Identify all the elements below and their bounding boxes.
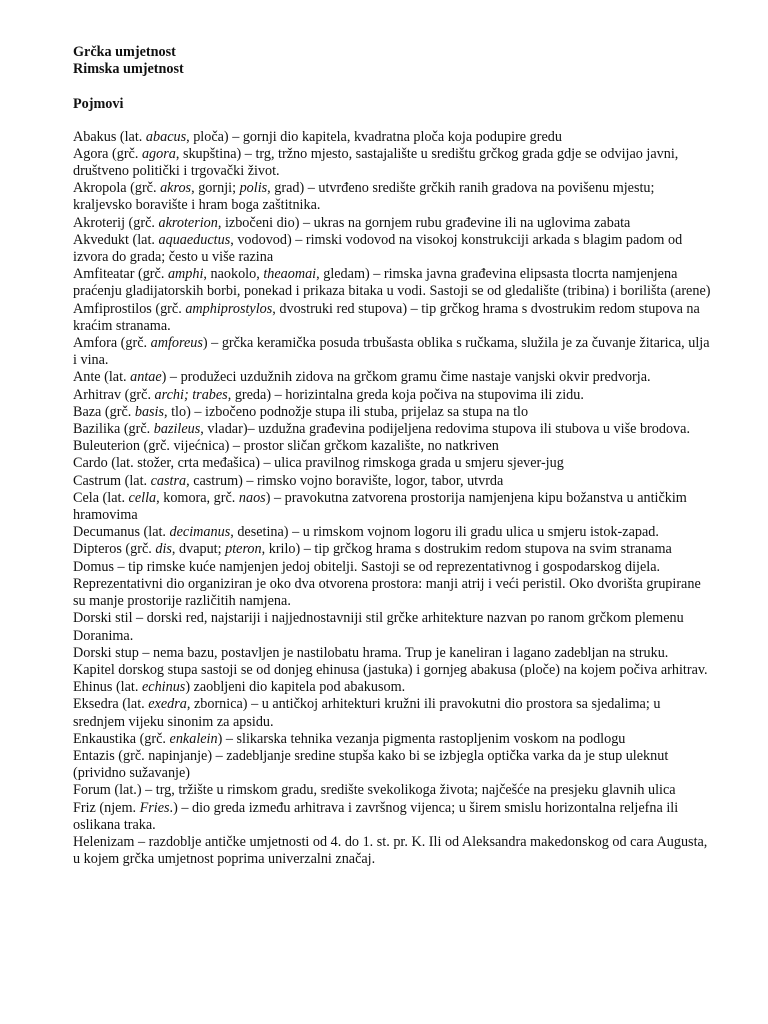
glossary-text: , krilo) – tip grčkog hrama s dostrukim redom stupova na svim stranama (261, 541, 672, 558)
document-title: Grčka umjetnost (73, 44, 176, 60)
glossary-term-italic: archi; trabes (154, 386, 228, 403)
glossary-entry (73, 455, 713, 472)
glossary-entry (73, 645, 713, 679)
glossary-text: , tlo) – izbočeno podnožje stupa ili stuba, prijelaz sa stupa na tlo (164, 403, 529, 420)
glossary-text: , vodovod) – rimski vodovod na visokoj konstrukciji arkada s blagim padom od izvora do grada; često u više razina (73, 231, 683, 266)
glossary-term-italic: akroterion (158, 214, 218, 231)
glossary-term-italic: agora (141, 145, 176, 162)
glossary-text: Bazilika (grč. (73, 421, 154, 438)
glossary-entry (73, 266, 713, 300)
glossary-text: , izbočeni dio) – ukras na gornjem rubu građevine ili na uglovima zabata (217, 214, 631, 231)
glossary-entry (73, 335, 713, 369)
glossary-term-italic: exedra (148, 696, 187, 713)
glossary-term-italic: amphiprostylos (185, 300, 273, 317)
glossary-text: Friz (njem. (73, 799, 140, 816)
glossary-text: Cardo (lat. stožer, crta međašica) – ulica pravilnog rimskoga grada u smjeru sjever-jug (73, 455, 564, 472)
glossary-text: ) – produžeci uzdužnih zidova na grčkom gramu čime nastaje vanjski okvir predvorja. (161, 369, 651, 386)
glossary-text: , greda) – horizintalna greda koja počiva na stupovima ili zidu. (227, 386, 584, 403)
glossary-term-italic: cella (128, 489, 157, 506)
glossary-text: , skupština) – trg, tržno mjesto, sastajalište u središtu grčkog grada gdje se odvijao javni, društveno politički i trgovački život. (73, 145, 679, 180)
glossary-entry (73, 387, 713, 404)
glossary-entry (73, 800, 713, 834)
glossary-term-italic: basis (134, 403, 165, 420)
glossary-text: ) – slikarska tehnika vezanja pigmenta rastopljenim voskom na podlogu (217, 730, 626, 747)
glossary-term-italic: amforeus (150, 335, 203, 352)
glossary-text: , castrum) – rimsko vojno boravište, logor, tabor, utvrda (186, 472, 504, 489)
glossary-text: Arhitrav (grč. (73, 386, 155, 403)
glossary-text: Baza (grč. (73, 403, 135, 420)
glossary-term-italic: abacus (145, 128, 187, 145)
glossary-text: Ante (lat. (73, 369, 131, 386)
glossary-text: .) – dio greda između arhitrava i završnog vijenca; u širem smislu horizontalna reljefna ili oslikana traka. (73, 799, 679, 833)
glossary-text: Buleuterion (grč. vijećnica) – prostor sličan grčkom kazalište, no natkriven (73, 438, 499, 455)
glossary-text: ) zaobljeni dio kapitela pod abakusom. (185, 679, 406, 696)
glossary-text: Dorski stup – nema bazu, postavljen je nastilobatu hrama. Trup je kaneliran i lagano zadebljan na struku. Kapitel dorskog stupa sastoji se od donjeg ehinusa (jastuka) i gornjeg abakusa (ploče) na kojem počiva arhitrav. (73, 644, 708, 678)
glossary-text: Entazis (grč. napinjanje) – zadebljanje sredine stupša kako bi se izbjegla optička varka da je stup uleknut (prividno sužavanje) (73, 747, 669, 782)
glossary-text: ) – grčka keramička posuda trbušasta oblika s ručkama, služila je za čuvanje žitarica, ulja i vina. (73, 335, 710, 369)
glossary-text: , zbornica) – u antičkoj arhitekturi kružni ili pravokutni dio prostora sa sjedalima; u srednjem vijeku sinonim za apsidu. (73, 696, 661, 730)
glossary-entry (73, 215, 713, 232)
glossary-term-italic: echinus (141, 679, 186, 696)
glossary-text: , grad) – utvrđeno središte grčkih ranih gradova na povišenu mjestu; kraljevsko boravište i hram boga zaštitnika. (73, 180, 655, 214)
glossary-term-italic: naos (238, 489, 266, 506)
glossary-entry (73, 301, 713, 335)
glossary-text: Ehinus (lat. (73, 679, 142, 696)
glossary-text: , komora, grč. (156, 489, 239, 506)
glossary-text: ) – pravokutna zatvorena prostorija namjenjena kipu božanstva u antičkim hramovima (73, 489, 687, 524)
glossary-term-italic: enkalein (169, 730, 218, 747)
glossary-entry (73, 541, 713, 558)
glossary-entry (73, 490, 713, 524)
glossary-term-italic: antae (130, 369, 162, 386)
glossary-text: Akropola (grč. (73, 180, 161, 197)
glossary-entry (73, 559, 713, 611)
glossary-text: , gledam) – rimska javna građevina elipsasta tlocrta namjenjena praćenju gladijatorskih borbi, ponekad i prikaza bitaka u vodi. Sastoji se od gledalište (tribina) i borilišta (arene) (73, 266, 711, 300)
glossary-text: Dorski stil – dorski red, najstariji i najjednostavniji stil grčke arhitekture nazvan po ranom grčkom plemenu Doranima. (73, 610, 684, 644)
glossary-term-italic: theaomai (263, 266, 317, 283)
glossary-term-italic: castra (150, 472, 187, 489)
glossary-entry (73, 696, 713, 730)
glossary-term-italic: amphi (167, 266, 204, 283)
glossary-term-italic: Fries (139, 799, 170, 816)
glossary-entry (73, 146, 713, 180)
glossary-text: Abakus (lat. (73, 128, 146, 145)
section-title: Pojmovi (73, 96, 124, 113)
glossary-entry (73, 438, 713, 455)
glossary-text: Agora (grč. (73, 145, 142, 162)
glossary-entry (73, 369, 713, 386)
glossary-entry (73, 834, 713, 868)
glossary-text: Helenizam – razdoblje antičke umjetnosti od 4. do 1. st. pr. K. Ili od Aleksandra makedonskog od cara Augusta, u kojem grčka umjetnost poprima univerzalni značaj. (73, 833, 708, 868)
glossary-text: Domus – tip rimske kuće namjenjen jedoj obitelji. Sastoji se od reprezentativnog i gospodarskog dijela. Reprezentativni dio organiziran je oko dva otvorena prostora: manji atrij i veći peristil. Oko dvorišta grupirane su manje prostorije različitih namjena. (73, 558, 701, 610)
glossary-text: , desetina) – u rimskom vojnom logoru ili gradu ulica u smjeru istok-zapad. (230, 524, 659, 541)
glossary-term-italic: pteron (225, 541, 262, 558)
glossary-text: , dvostruki red stupova) – tip grčkog hrama s dvostrukim redom stupova na kraćim stranama. (73, 300, 700, 334)
document-page (73, 44, 713, 868)
glossary-text: Amfiprostilos (grč. (73, 300, 186, 317)
glossary-term-italic: decimanus (169, 524, 231, 541)
glossary-text: Eksedra (lat. (73, 696, 149, 713)
glossary-text: Akvedukt (lat. (73, 231, 159, 248)
glossary-entry (73, 404, 713, 421)
glossary-list (73, 129, 713, 869)
glossary-entry (73, 748, 713, 782)
glossary-entry (73, 129, 713, 146)
glossary-text: , dvaput; (171, 541, 226, 558)
glossary-text: , gornji; (191, 180, 240, 197)
glossary-term-italic: aquaeductus (158, 231, 231, 248)
glossary-entry (73, 610, 713, 644)
glossary-text: Decumanus (lat. (73, 524, 170, 541)
glossary-text: , naokolo, (203, 266, 264, 283)
glossary-text: Castrum (lat. (73, 472, 151, 489)
glossary-text: Cela (lat. (73, 489, 129, 506)
glossary-entry (73, 180, 713, 214)
glossary-term-italic: bazileus (153, 421, 201, 438)
glossary-text: Amfiteatar (grč. (73, 266, 168, 283)
glossary-text: Forum (lat.) – trg, tržište u rimskom gradu, središte svekolikoga života; najčešće na presjeku glavnih ulica (73, 782, 676, 799)
glossary-entry (73, 782, 713, 799)
glossary-term-italic: polis (239, 180, 268, 197)
document-subtitle: Rimska umjetnost (73, 61, 184, 78)
glossary-entry (73, 731, 713, 748)
glossary-entry (73, 679, 713, 696)
glossary-term-italic: dis (155, 541, 172, 558)
glossary-text: Amfora (grč. (73, 335, 151, 352)
glossary-entry (73, 421, 713, 438)
glossary-entry (73, 232, 713, 266)
glossary-entry (73, 524, 713, 541)
glossary-text: Akroterij (grč. (73, 214, 159, 231)
glossary-text: Dipteros (grč. (73, 541, 156, 558)
glossary-entry (73, 473, 713, 490)
glossary-term-italic: akros (160, 180, 192, 197)
glossary-text: , ploča) – gornji dio kapitela, kvadratna ploča koja podupire gredu (186, 128, 562, 145)
glossary-text: Enkaustika (grč. (73, 730, 170, 747)
glossary-text: , vladar)– uzdužna građevina podijeljena redovima stupova ili stubova u više brodova. (200, 421, 690, 438)
